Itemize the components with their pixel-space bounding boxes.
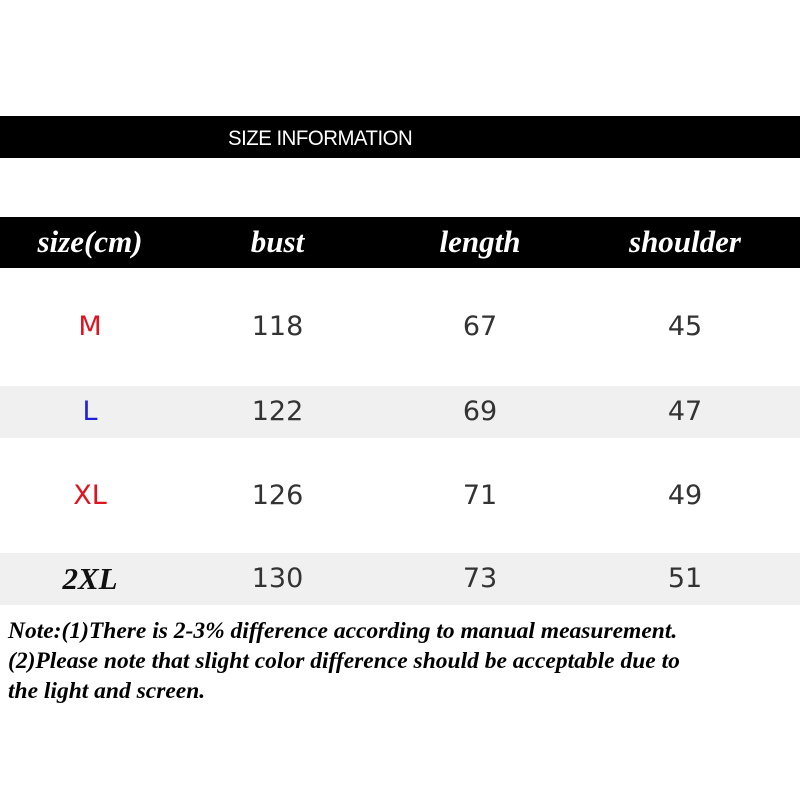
measurement-note xyxy=(8,616,798,706)
size-information-title: SIZE INFORMATION xyxy=(228,127,413,150)
length-value: 67 xyxy=(462,311,498,342)
table-row xyxy=(0,470,800,522)
table-row xyxy=(0,386,800,438)
note-line-3: the light and screen. xyxy=(8,678,206,704)
table-row xyxy=(0,553,800,605)
title-bar xyxy=(0,116,800,158)
length-value: 69 xyxy=(462,396,498,427)
bust-value: 130 xyxy=(251,563,304,594)
bust-value: 122 xyxy=(251,396,304,427)
shoulder-value: 49 xyxy=(667,480,703,511)
shoulder-value: 47 xyxy=(667,396,703,427)
note-line-2: (2)Please note that slight color difference should be acceptable due to xyxy=(8,648,680,674)
bust-value: 126 xyxy=(251,480,304,511)
length-value: 73 xyxy=(462,563,498,594)
header-bust: bust xyxy=(250,224,305,259)
shoulder-value: 45 xyxy=(667,311,703,342)
bust-value: 118 xyxy=(251,311,304,342)
table-header xyxy=(0,217,800,268)
table-row xyxy=(0,301,800,353)
header-shoulder: shoulder xyxy=(629,224,741,259)
length-value: 71 xyxy=(462,480,498,511)
size-label: L xyxy=(82,396,98,427)
size-label: 2XL xyxy=(62,561,118,596)
size-label: XL xyxy=(73,480,107,511)
header-size: size(cm) xyxy=(37,224,143,259)
shoulder-value: 51 xyxy=(667,563,703,594)
size-label: M xyxy=(78,311,102,342)
note-line-1: Note:(1)There is 2-3% difference according to manual measurement. xyxy=(8,618,678,644)
header-length: length xyxy=(439,224,521,259)
